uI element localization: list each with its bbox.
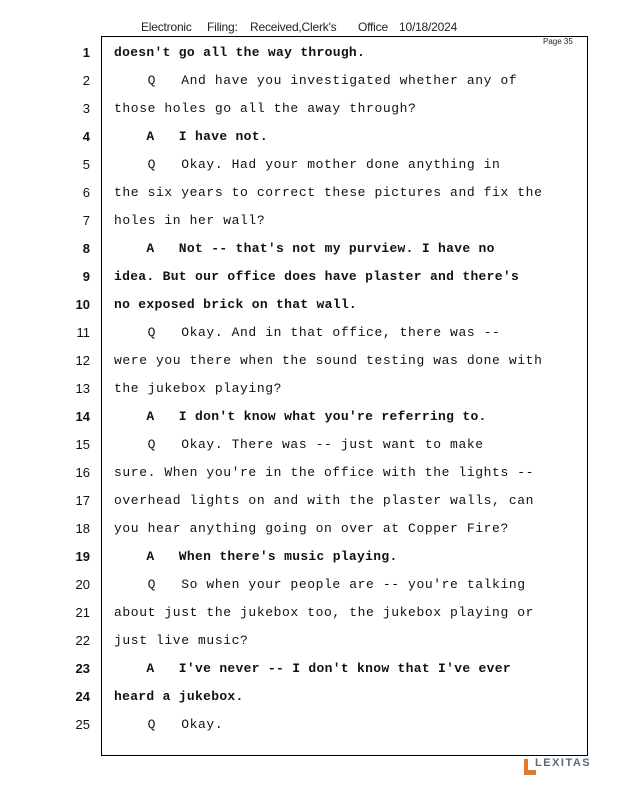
line-number: 21 bbox=[75, 605, 90, 620]
line-number: 23 bbox=[75, 661, 90, 676]
transcript-line: Q Okay. bbox=[114, 717, 224, 732]
transcript-line: the six years to correct these pictures and fix the bbox=[114, 185, 543, 200]
header-electronic: Electronic bbox=[141, 20, 192, 34]
header-office: Office bbox=[358, 20, 388, 34]
transcript-line: Q And have you investigated whether any of bbox=[114, 73, 518, 88]
transcript-line: the jukebox playing? bbox=[114, 381, 283, 396]
transcript-line: A I have not. bbox=[114, 129, 268, 144]
transcript-line: were you there when the sound testing was done with bbox=[114, 353, 543, 368]
line-number: 4 bbox=[82, 129, 90, 144]
header-filing: Filing: bbox=[207, 20, 238, 34]
transcript-line: about just the jukebox too, the jukebox playing or bbox=[114, 605, 535, 620]
transcript-line: those holes go all the away through? bbox=[114, 101, 417, 116]
transcript-line: A I don't know what you're referring to. bbox=[114, 409, 487, 424]
line-number: 16 bbox=[75, 465, 90, 480]
transcript-line: Q Okay. There was -- just want to make bbox=[114, 437, 484, 452]
line-number: 18 bbox=[75, 521, 90, 536]
line-number: 8 bbox=[82, 241, 90, 256]
transcript-line: A I've never -- I don't know that I've ever bbox=[114, 661, 511, 676]
line-number: 3 bbox=[82, 101, 90, 116]
transcript-line: no exposed brick on that wall. bbox=[114, 297, 358, 312]
line-number: 14 bbox=[75, 409, 90, 424]
transcript-line: holes in her wall? bbox=[114, 213, 266, 228]
line-number: 1 bbox=[82, 45, 90, 60]
page-number: Page 35 bbox=[543, 37, 573, 46]
transcript-frame bbox=[101, 36, 588, 756]
transcript-line: A Not -- that's not my purview. I have no bbox=[114, 241, 495, 256]
logo-text: LEXITAS bbox=[535, 757, 592, 769]
line-number: 12 bbox=[75, 353, 90, 368]
line-number: 7 bbox=[82, 213, 90, 228]
transcript-line: Q Okay. And in that office, there was -- bbox=[114, 325, 501, 340]
transcript-line: A When there's music playing. bbox=[114, 549, 398, 564]
line-number: 19 bbox=[75, 549, 90, 564]
transcript-line: heard a jukebox. bbox=[114, 689, 244, 704]
transcript-line: Q So when your people are -- you're talking bbox=[114, 577, 526, 592]
line-number: 13 bbox=[75, 381, 90, 396]
transcript-line: you hear anything going on over at Copper Fire? bbox=[114, 521, 509, 536]
line-number: 10 bbox=[75, 297, 90, 312]
header-received: Received,Clerk's bbox=[250, 20, 337, 34]
transcript-line: idea. But our office does have plaster and there's bbox=[114, 269, 520, 284]
transcript-line: Q Okay. Had your mother done anything in bbox=[114, 157, 501, 172]
line-number: 25 bbox=[75, 717, 90, 732]
line-number: 11 bbox=[76, 325, 90, 340]
line-number: 9 bbox=[82, 269, 90, 284]
line-number: 6 bbox=[82, 185, 90, 200]
line-number: 2 bbox=[82, 73, 90, 88]
transcript-line: doesn't go all the way through. bbox=[114, 45, 366, 60]
header-date: 10/18/2024 bbox=[399, 20, 458, 34]
line-number: 15 bbox=[75, 437, 90, 452]
transcript-line: just live music? bbox=[114, 633, 249, 648]
line-number: 24 bbox=[75, 689, 90, 704]
line-number: 5 bbox=[82, 157, 90, 172]
line-number: 22 bbox=[75, 633, 90, 648]
transcript-line: overhead lights on and with the plaster walls, can bbox=[114, 493, 535, 508]
line-number: 17 bbox=[75, 493, 90, 508]
transcript-line: sure. When you're in the office with the lights -- bbox=[114, 465, 535, 480]
line-number: 20 bbox=[75, 577, 90, 592]
